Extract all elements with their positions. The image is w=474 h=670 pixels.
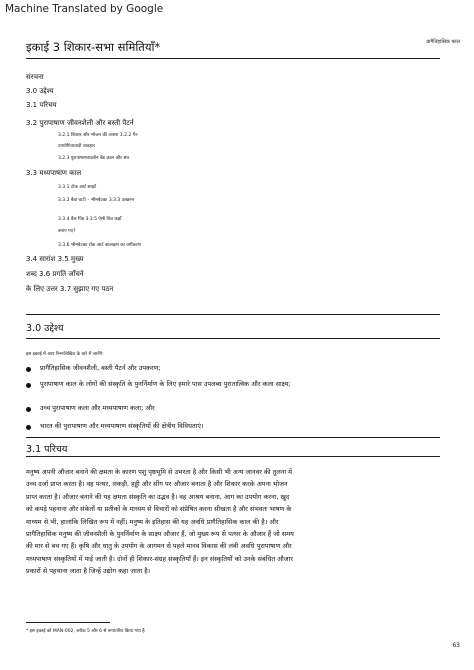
footnote: * इस इकाई को MAN-002, ब्लॉक 5 और 6 से रूपांतरित किया गया है	[26, 629, 145, 634]
paragraph-line: प्रकारों से पहचाना जाता है जिन्हें उद्योग कहा जाता है।	[26, 567, 151, 576]
paragraph-line: उच्च दर्जा प्राप्त करता है। वह पत्थर, लकड़ी, हड्डी और सींग पर औजार बनाता है और शिकार करके अपना भोजन	[26, 480, 288, 489]
toc-subitem: 3.3.6 भीमबेटका रॉक आर्ट कालक्रम का वर्गीकरण	[58, 243, 142, 248]
paragraph-line: को कपड़े पहनाना और संकेतों या प्रतीकों के माध्यम से विचारों को संप्रेषित करना सीखता है और संभवतः भाषण के	[26, 505, 292, 514]
page-number: 63	[452, 642, 460, 649]
toc-subitem: बनाए गए?	[58, 229, 76, 234]
toc-item: 3.4 सारांश 3.5 मुख्य	[26, 255, 84, 263]
objective-bullet: प्रागैतिहासिक जीवनशैली, बस्ती पैटर्न और उपकरण;	[40, 364, 161, 372]
toc-item: 3.3 मध्यपाषाण काल	[26, 169, 82, 177]
unit-title: इकाई 3 शिकार-सभा समितियाँ*	[26, 40, 161, 54]
objective-bullet: भारत की पुरापाषाण और मध्यपाषाण संस्कृतियों की क्षेत्रीय विविधताएं।	[40, 422, 204, 430]
bullet-dot	[26, 407, 31, 412]
toc-subitem: 3.2.3 पुरापाषाणकालीन बैंड काल और संघ	[58, 156, 130, 161]
objective-bullet: पुरापाषाण काल के लोगों की संस्कृति के पुनर्निर्माण के लिए हमारे पास उपलब्ध पुरातात्विक और कला साक्ष्य;	[40, 380, 291, 388]
objective-bullet: उच्च पुरापाषाण कला और मध्यपाषाण कला; और	[40, 404, 155, 412]
toc-subitem: उपयोगितावादी व्यवहार	[58, 144, 95, 149]
section-heading-objectives: 3.0 उद्देश्य	[26, 323, 64, 334]
paragraph-line: मनुष्य अपनी औजार बनाने की क्षमता के कारण पशु पृष्ठभूमि से उभरता है और किसी भी अन्य जानवर की तुलना में	[26, 468, 293, 476]
running-header: प्रागैतिहासिक काल	[426, 39, 460, 45]
paragraph-line: मध्यपाषाण संस्कृतियों में पाई जाती है। दोनों ही शिकार-संग्रह संस्कृतियाँ हैं। इन संस्कृतियों को उनके संबंधित औजार	[26, 554, 293, 563]
section-rule-bottom	[26, 338, 440, 339]
paragraph-line: प्राप्त करता है। औजार बनाने की यह क्षमता संस्कृति का उद्भव है। वह आश्रय बनाना, आग का उपयोग करना, खुद	[26, 492, 290, 501]
bullet-dot	[26, 367, 31, 372]
section-heading-introduction: 3.1 परिचय	[26, 444, 68, 455]
objectives-intro: इस इकाई में आप निम्नलिखित के बारे में जानेंगे:	[26, 352, 104, 357]
toc-item: 3.2 पुरापाषाण जीवनशैली और बस्ती पैटर्न	[26, 119, 134, 127]
title-rule	[26, 58, 440, 59]
section-rule-top	[26, 314, 440, 315]
paragraph-line: प्रागैतिहासिक मनुष्य की जीवनशैली के पुनर्निर्माण के साक्ष्य औजार हैं, जो मुख्य रूप से पत्थर के औजार हैं जो समय	[26, 530, 294, 539]
toc-subitem: 3.3.1 टोक आर्ट साइटें	[58, 185, 97, 190]
structure-label: संरचना	[26, 73, 44, 81]
toc-subitem: 3.3.4 बैल पिंड 3.3.5 ऐसी चित्र कहाँ	[58, 217, 122, 222]
paragraph-line: की मार से बच गए हैं। कृषि और धातु के उपयोग के आगमन से पहले मानव विकास की लंबी अवधि पुरापाषाण और	[26, 542, 292, 551]
toc-item: 3.0 उद्देश्य	[26, 87, 54, 95]
toc-item: शब्द 3.6 प्रगति जाँचने	[26, 270, 84, 278]
paragraph-line: माध्यम से भी, हालांकि लिखित रूप में नहीं। मनुष्य के इतिहास की यह अवधि प्रागैतिहासिक काल की है। और	[26, 517, 279, 526]
toc-item: के लिए उत्तर 3.7 सुझाए गए पठन	[26, 285, 114, 293]
toc-subitem: 3.2.1 शिकार और भोजन की तलाश 3.2.2 गैर-	[58, 133, 139, 138]
section-rule-bottom	[26, 456, 440, 457]
introduction-paragraph	[26, 466, 446, 578]
bullet-dot	[26, 425, 31, 430]
section-rule-top	[26, 437, 440, 438]
bullet-dot	[26, 383, 31, 388]
footnote-rule	[26, 622, 110, 623]
toc-subitem: 3.3.2 बैवा घाटी – भीमबेटका 3.3.3 उत्खनन	[58, 198, 135, 203]
machine-translated-label: Machine Translated by Google	[5, 3, 164, 15]
toc-item: 3.1 परिचय	[26, 101, 57, 109]
